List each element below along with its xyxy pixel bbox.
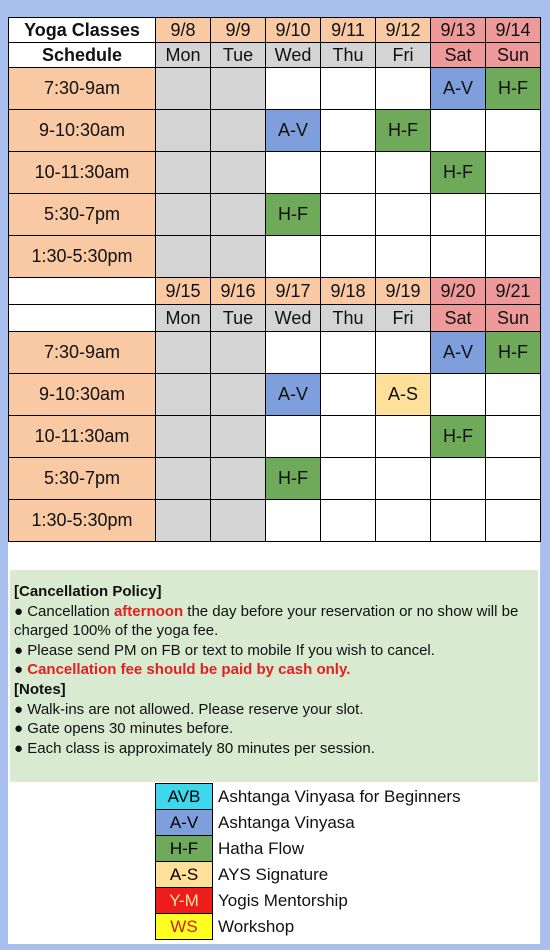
closed-cell bbox=[211, 68, 266, 110]
schedule-table bbox=[8, 17, 541, 542]
legend-code: AVB bbox=[156, 784, 213, 810]
date-cell: 9/10 bbox=[266, 18, 321, 43]
time-slot-label: 5:30-7pm bbox=[9, 194, 156, 236]
time-slot-label: 7:30-9am bbox=[9, 332, 156, 374]
time-slot-row bbox=[9, 416, 541, 458]
empty-slot-cell bbox=[376, 500, 431, 542]
date-row bbox=[9, 278, 541, 305]
time-slot-row bbox=[9, 236, 541, 278]
weekday-cell: Wed bbox=[266, 305, 321, 332]
policy-highlight: afternoon bbox=[113, 602, 184, 620]
weekday-row bbox=[9, 43, 541, 68]
closed-cell bbox=[156, 416, 211, 458]
policy-text: the day before your reservation or no show will be charged 100% of the yoga fee. bbox=[14, 602, 519, 640]
closed-cell bbox=[156, 500, 211, 542]
legend-row bbox=[156, 914, 462, 940]
empty-slot-cell bbox=[486, 152, 541, 194]
date-cell: 9/8 bbox=[156, 18, 211, 43]
empty-slot-cell bbox=[321, 416, 376, 458]
time-slot-label: 1:30-5:30pm bbox=[9, 236, 156, 278]
closed-cell bbox=[211, 236, 266, 278]
date-row bbox=[9, 18, 541, 43]
legend-code: A-V bbox=[156, 810, 213, 836]
time-slot-row bbox=[9, 500, 541, 542]
empty-slot-cell bbox=[376, 236, 431, 278]
policy-text: ● Cancellation bbox=[14, 602, 114, 620]
empty-slot-cell bbox=[376, 152, 431, 194]
header-spacer bbox=[9, 305, 156, 332]
empty-slot-cell bbox=[376, 332, 431, 374]
empty-slot-cell bbox=[486, 458, 541, 500]
empty-slot-cell bbox=[486, 374, 541, 416]
closed-cell bbox=[211, 152, 266, 194]
time-slot-label: 7:30-9am bbox=[9, 68, 156, 110]
class-cell: H-F bbox=[376, 110, 431, 152]
empty-slot-cell bbox=[321, 68, 376, 110]
note-1: ● Walk-ins are not allowed. Please reserve your slot. bbox=[14, 700, 364, 718]
weekday-cell: Sat bbox=[431, 305, 486, 332]
empty-slot-cell bbox=[266, 500, 321, 542]
empty-slot-cell bbox=[321, 110, 376, 152]
empty-slot-cell bbox=[321, 332, 376, 374]
closed-cell bbox=[156, 236, 211, 278]
weekday-cell: Sun bbox=[486, 43, 541, 68]
class-legend bbox=[155, 783, 462, 940]
empty-slot-cell bbox=[376, 68, 431, 110]
date-cell: 9/11 bbox=[321, 18, 376, 43]
legend-code: WS bbox=[156, 914, 213, 940]
class-cell: A-S bbox=[376, 374, 431, 416]
date-cell: 9/9 bbox=[211, 18, 266, 43]
empty-slot-cell bbox=[266, 416, 321, 458]
weekday-cell: Fri bbox=[376, 43, 431, 68]
weekday-cell: Sat bbox=[431, 43, 486, 68]
class-cell: H-F bbox=[486, 68, 541, 110]
legend-row bbox=[156, 888, 462, 914]
closed-cell bbox=[211, 374, 266, 416]
weekday-cell: Mon bbox=[156, 43, 211, 68]
cancellation-policy-heading: [Cancellation Policy] bbox=[14, 583, 162, 600]
weekday-cell: Mon bbox=[156, 305, 211, 332]
header-spacer bbox=[9, 278, 156, 305]
class-cell: A-V bbox=[431, 68, 486, 110]
time-slot-label: 10-11:30am bbox=[9, 152, 156, 194]
class-cell: H-F bbox=[431, 152, 486, 194]
class-cell: H-F bbox=[266, 458, 321, 500]
legend-description: AYS Signature bbox=[218, 864, 329, 884]
empty-slot-cell bbox=[486, 194, 541, 236]
date-cell: 9/14 bbox=[486, 18, 541, 43]
time-slot-row bbox=[9, 458, 541, 500]
class-cell: A-V bbox=[431, 332, 486, 374]
date-cell: 9/17 bbox=[266, 278, 321, 305]
weekday-row bbox=[9, 305, 541, 332]
policy-line-3 bbox=[14, 660, 534, 680]
empty-slot-cell bbox=[266, 68, 321, 110]
empty-slot-cell bbox=[321, 194, 376, 236]
schedule-title-line-1: Yoga Classes bbox=[9, 18, 156, 43]
empty-slot-cell bbox=[321, 236, 376, 278]
closed-cell bbox=[211, 500, 266, 542]
empty-slot-cell bbox=[266, 236, 321, 278]
time-slot-row bbox=[9, 68, 541, 110]
empty-slot-cell bbox=[266, 332, 321, 374]
closed-cell bbox=[156, 194, 211, 236]
legend-row bbox=[156, 862, 462, 888]
legend-description: Ashtanga Vinyasa for Beginners bbox=[218, 786, 461, 806]
legend-code: A-S bbox=[156, 862, 213, 888]
closed-cell bbox=[211, 194, 266, 236]
date-cell: 9/12 bbox=[376, 18, 431, 43]
date-cell: 9/21 bbox=[486, 278, 541, 305]
closed-cell bbox=[156, 332, 211, 374]
policy-highlight: Cancellation fee should be paid by cash only. bbox=[27, 661, 351, 679]
closed-cell bbox=[156, 110, 211, 152]
empty-slot-cell bbox=[486, 110, 541, 152]
date-cell: 9/18 bbox=[321, 278, 376, 305]
time-slot-label: 5:30-7pm bbox=[9, 458, 156, 500]
empty-slot-cell bbox=[431, 374, 486, 416]
legend-description: Yogis Mentorship bbox=[218, 890, 348, 910]
time-slot-row bbox=[9, 194, 541, 236]
time-slot-row bbox=[9, 110, 541, 152]
policy-box bbox=[10, 570, 538, 782]
date-cell: 9/15 bbox=[156, 278, 211, 305]
empty-slot-cell bbox=[266, 152, 321, 194]
class-cell: A-V bbox=[266, 374, 321, 416]
empty-slot-cell bbox=[431, 500, 486, 542]
weekday-cell: Tue bbox=[211, 305, 266, 332]
date-cell: 9/13 bbox=[431, 18, 486, 43]
policy-line-2: ● Please send PM on FB or text to mobile If you wish to cancel. bbox=[14, 641, 435, 659]
time-slot-label: 10-11:30am bbox=[9, 416, 156, 458]
closed-cell bbox=[211, 332, 266, 374]
time-slot-label: 9-10:30am bbox=[9, 374, 156, 416]
date-cell: 9/16 bbox=[211, 278, 266, 305]
class-cell: A-V bbox=[266, 110, 321, 152]
note-2: ● Gate opens 30 minutes before. bbox=[14, 720, 234, 738]
closed-cell bbox=[156, 458, 211, 500]
empty-slot-cell bbox=[321, 500, 376, 542]
legend-description: Ashtanga Vinyasa bbox=[218, 812, 355, 832]
legend-description: Workshop bbox=[218, 916, 295, 936]
empty-slot-cell bbox=[431, 236, 486, 278]
weekday-cell: Thu bbox=[321, 305, 376, 332]
class-cell: H-F bbox=[266, 194, 321, 236]
weekday-cell: Tue bbox=[211, 43, 266, 68]
schedule-sheet bbox=[8, 17, 540, 944]
schedule-title-line-2: Schedule bbox=[9, 43, 156, 68]
time-slot-row bbox=[9, 152, 541, 194]
legend-description: Hatha Flow bbox=[218, 838, 304, 858]
empty-slot-cell bbox=[431, 458, 486, 500]
policy-line-1 bbox=[14, 602, 534, 641]
legend-code: H-F bbox=[156, 836, 213, 862]
legend-row bbox=[156, 784, 462, 810]
closed-cell bbox=[156, 152, 211, 194]
empty-slot-cell bbox=[321, 374, 376, 416]
empty-slot-cell bbox=[321, 152, 376, 194]
empty-slot-cell bbox=[486, 236, 541, 278]
empty-slot-cell bbox=[431, 194, 486, 236]
notes-heading: [Notes] bbox=[14, 680, 66, 698]
weekday-cell: Wed bbox=[266, 43, 321, 68]
legend-code: Y-M bbox=[156, 888, 213, 914]
date-cell: 9/20 bbox=[431, 278, 486, 305]
closed-cell bbox=[211, 110, 266, 152]
time-slot-label: 9-10:30am bbox=[9, 110, 156, 152]
legend-row bbox=[156, 836, 462, 862]
closed-cell bbox=[211, 458, 266, 500]
empty-slot-cell bbox=[376, 416, 431, 458]
empty-slot-cell bbox=[486, 500, 541, 542]
empty-slot-cell bbox=[486, 416, 541, 458]
class-cell: H-F bbox=[431, 416, 486, 458]
closed-cell bbox=[156, 374, 211, 416]
weekday-cell: Fri bbox=[376, 305, 431, 332]
note-3: ● Each class is approximately 80 minutes per session. bbox=[14, 739, 375, 757]
time-slot-label: 1:30-5:30pm bbox=[9, 500, 156, 542]
legend-row bbox=[156, 810, 462, 836]
weekday-cell: Thu bbox=[321, 43, 376, 68]
empty-slot-cell bbox=[376, 194, 431, 236]
empty-slot-cell bbox=[321, 458, 376, 500]
time-slot-row bbox=[9, 332, 541, 374]
class-cell: H-F bbox=[486, 332, 541, 374]
policy-bullet: ● bbox=[14, 661, 28, 679]
closed-cell bbox=[211, 416, 266, 458]
time-slot-row bbox=[9, 374, 541, 416]
empty-slot-cell bbox=[431, 110, 486, 152]
closed-cell bbox=[156, 68, 211, 110]
date-cell: 9/19 bbox=[376, 278, 431, 305]
weekday-cell: Sun bbox=[486, 305, 541, 332]
empty-slot-cell bbox=[376, 458, 431, 500]
